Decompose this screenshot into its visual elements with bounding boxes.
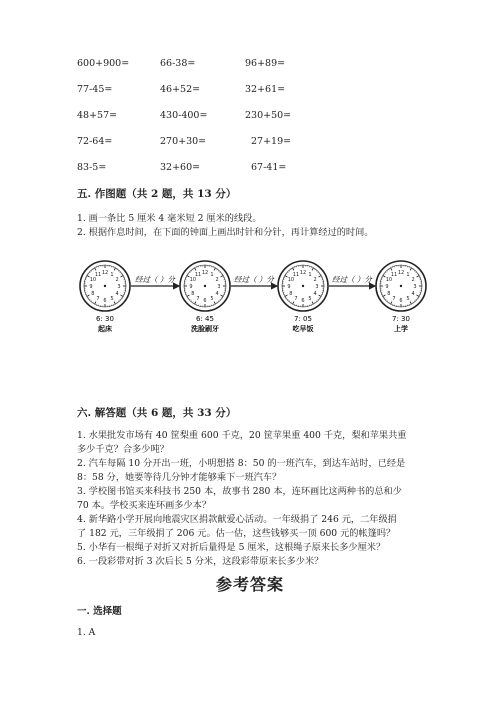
clock-time: 7: 30 (392, 315, 410, 323)
svg-text:7: 7 (392, 296, 396, 303)
svg-text:9: 9 (385, 284, 389, 290)
svg-text:2: 2 (215, 277, 219, 283)
svg-text:4: 4 (313, 291, 317, 297)
answers-section1: 一. 选择题 (77, 606, 122, 617)
clock-face[interactable] (278, 261, 328, 311)
svg-text:6: 6 (103, 298, 107, 304)
svg-text:5: 5 (110, 296, 114, 303)
calc-item: 77-45= (77, 84, 113, 95)
calc-item: 270+30= (160, 136, 207, 147)
svg-text:10: 10 (385, 277, 393, 283)
svg-text:8: 8 (387, 291, 391, 297)
svg-text:11: 11 (292, 271, 300, 278)
question-line: 了 182 元，三年级捐了 206 元。估一估，这些钱够买一顶 600 元的帐篷吗？ (77, 528, 396, 539)
calc-item: 96+89= (245, 58, 286, 69)
svg-text:2: 2 (313, 277, 317, 283)
svg-text:10: 10 (287, 277, 295, 283)
calc-item: 27+19= (251, 136, 292, 147)
clock-label: 吃早饭 (292, 325, 314, 333)
svg-text:12: 12 (397, 270, 405, 276)
svg-text:6: 6 (399, 298, 403, 304)
clock-label: 起床 (98, 325, 112, 333)
svg-text:6: 6 (203, 298, 207, 304)
clock-time: 7: 05 (294, 315, 312, 323)
clock-face[interactable] (180, 261, 230, 311)
clock-diagram (60, 248, 450, 348)
question-line: 6. 一段彩带对折 3 次后长 5 分米，这段彩带原来长多少米？ (77, 556, 324, 567)
svg-text:2: 2 (411, 277, 415, 283)
clock-label: 洗脸刷牙 (191, 325, 219, 333)
clock-time: 6: 45 (196, 315, 214, 323)
svg-text:9: 9 (89, 284, 93, 290)
svg-text:11: 11 (194, 271, 202, 278)
svg-text:4: 4 (115, 291, 119, 297)
section5-question-2: 2. 根据作息时间，在下面的钟面上画出时针和分针，再计算经过的时间。 (77, 227, 374, 238)
svg-text:4: 4 (411, 291, 415, 297)
svg-text:12: 12 (299, 270, 307, 276)
question-line: 5. 小华有一根绳子对折又对折后量得是 5 厘米，这根绳子原来长多少厘米？ (77, 542, 386, 553)
svg-text:9: 9 (287, 284, 291, 290)
clock-label: 上学 (394, 325, 408, 333)
svg-text:3: 3 (315, 284, 319, 290)
answer-1: 1. A (77, 627, 96, 638)
svg-text:10: 10 (89, 277, 97, 283)
svg-text:11: 11 (390, 271, 398, 278)
calc-item: 67-41= (251, 162, 287, 173)
svg-text:3: 3 (413, 284, 417, 290)
question-line: 2. 汽车每隔 10 分开出一班，小明想搭 8：50 的一班汽车，到达车站时，已经是 (77, 458, 406, 469)
clock-time: 6: 30 (96, 315, 114, 323)
svg-text:1: 1 (406, 271, 410, 278)
calc-item: 230+50= (245, 110, 292, 121)
svg-text:7: 7 (196, 296, 200, 303)
calc-item: 32+61= (245, 84, 286, 95)
question-line: 70 本。学校买来连环画多少本？ (77, 500, 212, 511)
svg-text:8: 8 (191, 291, 195, 297)
svg-text:7: 7 (96, 296, 100, 303)
svg-text:9: 9 (189, 284, 193, 290)
calc-item: 600+900= (77, 58, 130, 69)
svg-text:8: 8 (289, 291, 293, 297)
clock-face[interactable] (376, 261, 426, 311)
question-line: 8：58 分，她要等待几分钟才能够乘下一班汽车？ (77, 472, 282, 483)
pass-label: 经过（ ）分 (234, 275, 274, 284)
svg-text:11: 11 (94, 271, 102, 278)
section5-question-1: 1. 画一条比 5 厘米 4 毫米短 2 厘米的线段。 (77, 213, 262, 224)
svg-text:5: 5 (406, 296, 410, 303)
svg-text:7: 7 (294, 296, 298, 303)
svg-text:6: 6 (301, 298, 305, 304)
svg-text:3: 3 (217, 284, 221, 290)
calc-item: 46+52= (160, 84, 201, 95)
svg-text:5: 5 (308, 296, 312, 303)
calc-item: 32+60= (160, 162, 201, 173)
calc-item: 72-64= (77, 136, 113, 147)
svg-text:1: 1 (308, 271, 312, 278)
question-line: 4. 新华路小学开展向地震灾区捐款献爱心活动。一年级捐了 246 元，二年级捐 (77, 514, 397, 525)
svg-text:4: 4 (215, 291, 219, 297)
svg-text:1: 1 (110, 271, 114, 278)
section6-heading: 六. 解答题（共 6 题，共 33 分） (77, 407, 237, 419)
svg-text:1: 1 (210, 271, 214, 278)
calc-item: 430-400= (160, 110, 208, 121)
question-line: 多少千克？合多少吨？ (77, 444, 169, 455)
svg-text:10: 10 (189, 277, 197, 283)
clock-face[interactable] (80, 261, 130, 311)
calc-item: 48+57= (77, 110, 118, 121)
pass-label: 经过（ ）分 (332, 275, 372, 284)
pass-label: 经过（ ）分 (135, 275, 175, 284)
question-line: 1. 水果批发市场有 40 筐梨重 600 千克，20 筐苹果重 400 千克，梨和苹果共重 (77, 430, 407, 441)
svg-text:3: 3 (117, 284, 121, 290)
svg-text:8: 8 (91, 291, 95, 297)
svg-text:12: 12 (201, 270, 209, 276)
answers-title: 参考答案 (215, 575, 284, 594)
svg-text:2: 2 (115, 277, 119, 283)
question-line: 3. 学校图书馆买来科技书 250 本，故事书 280 本，连环画比这两种书的总和少 (77, 486, 402, 497)
svg-text:5: 5 (210, 296, 214, 303)
section5-heading: 五. 作图题（共 2 题，共 13 分） (77, 188, 237, 200)
calc-item: 66-38= (160, 58, 196, 69)
svg-text:12: 12 (101, 270, 109, 276)
calc-item: 83-5= (77, 162, 107, 173)
